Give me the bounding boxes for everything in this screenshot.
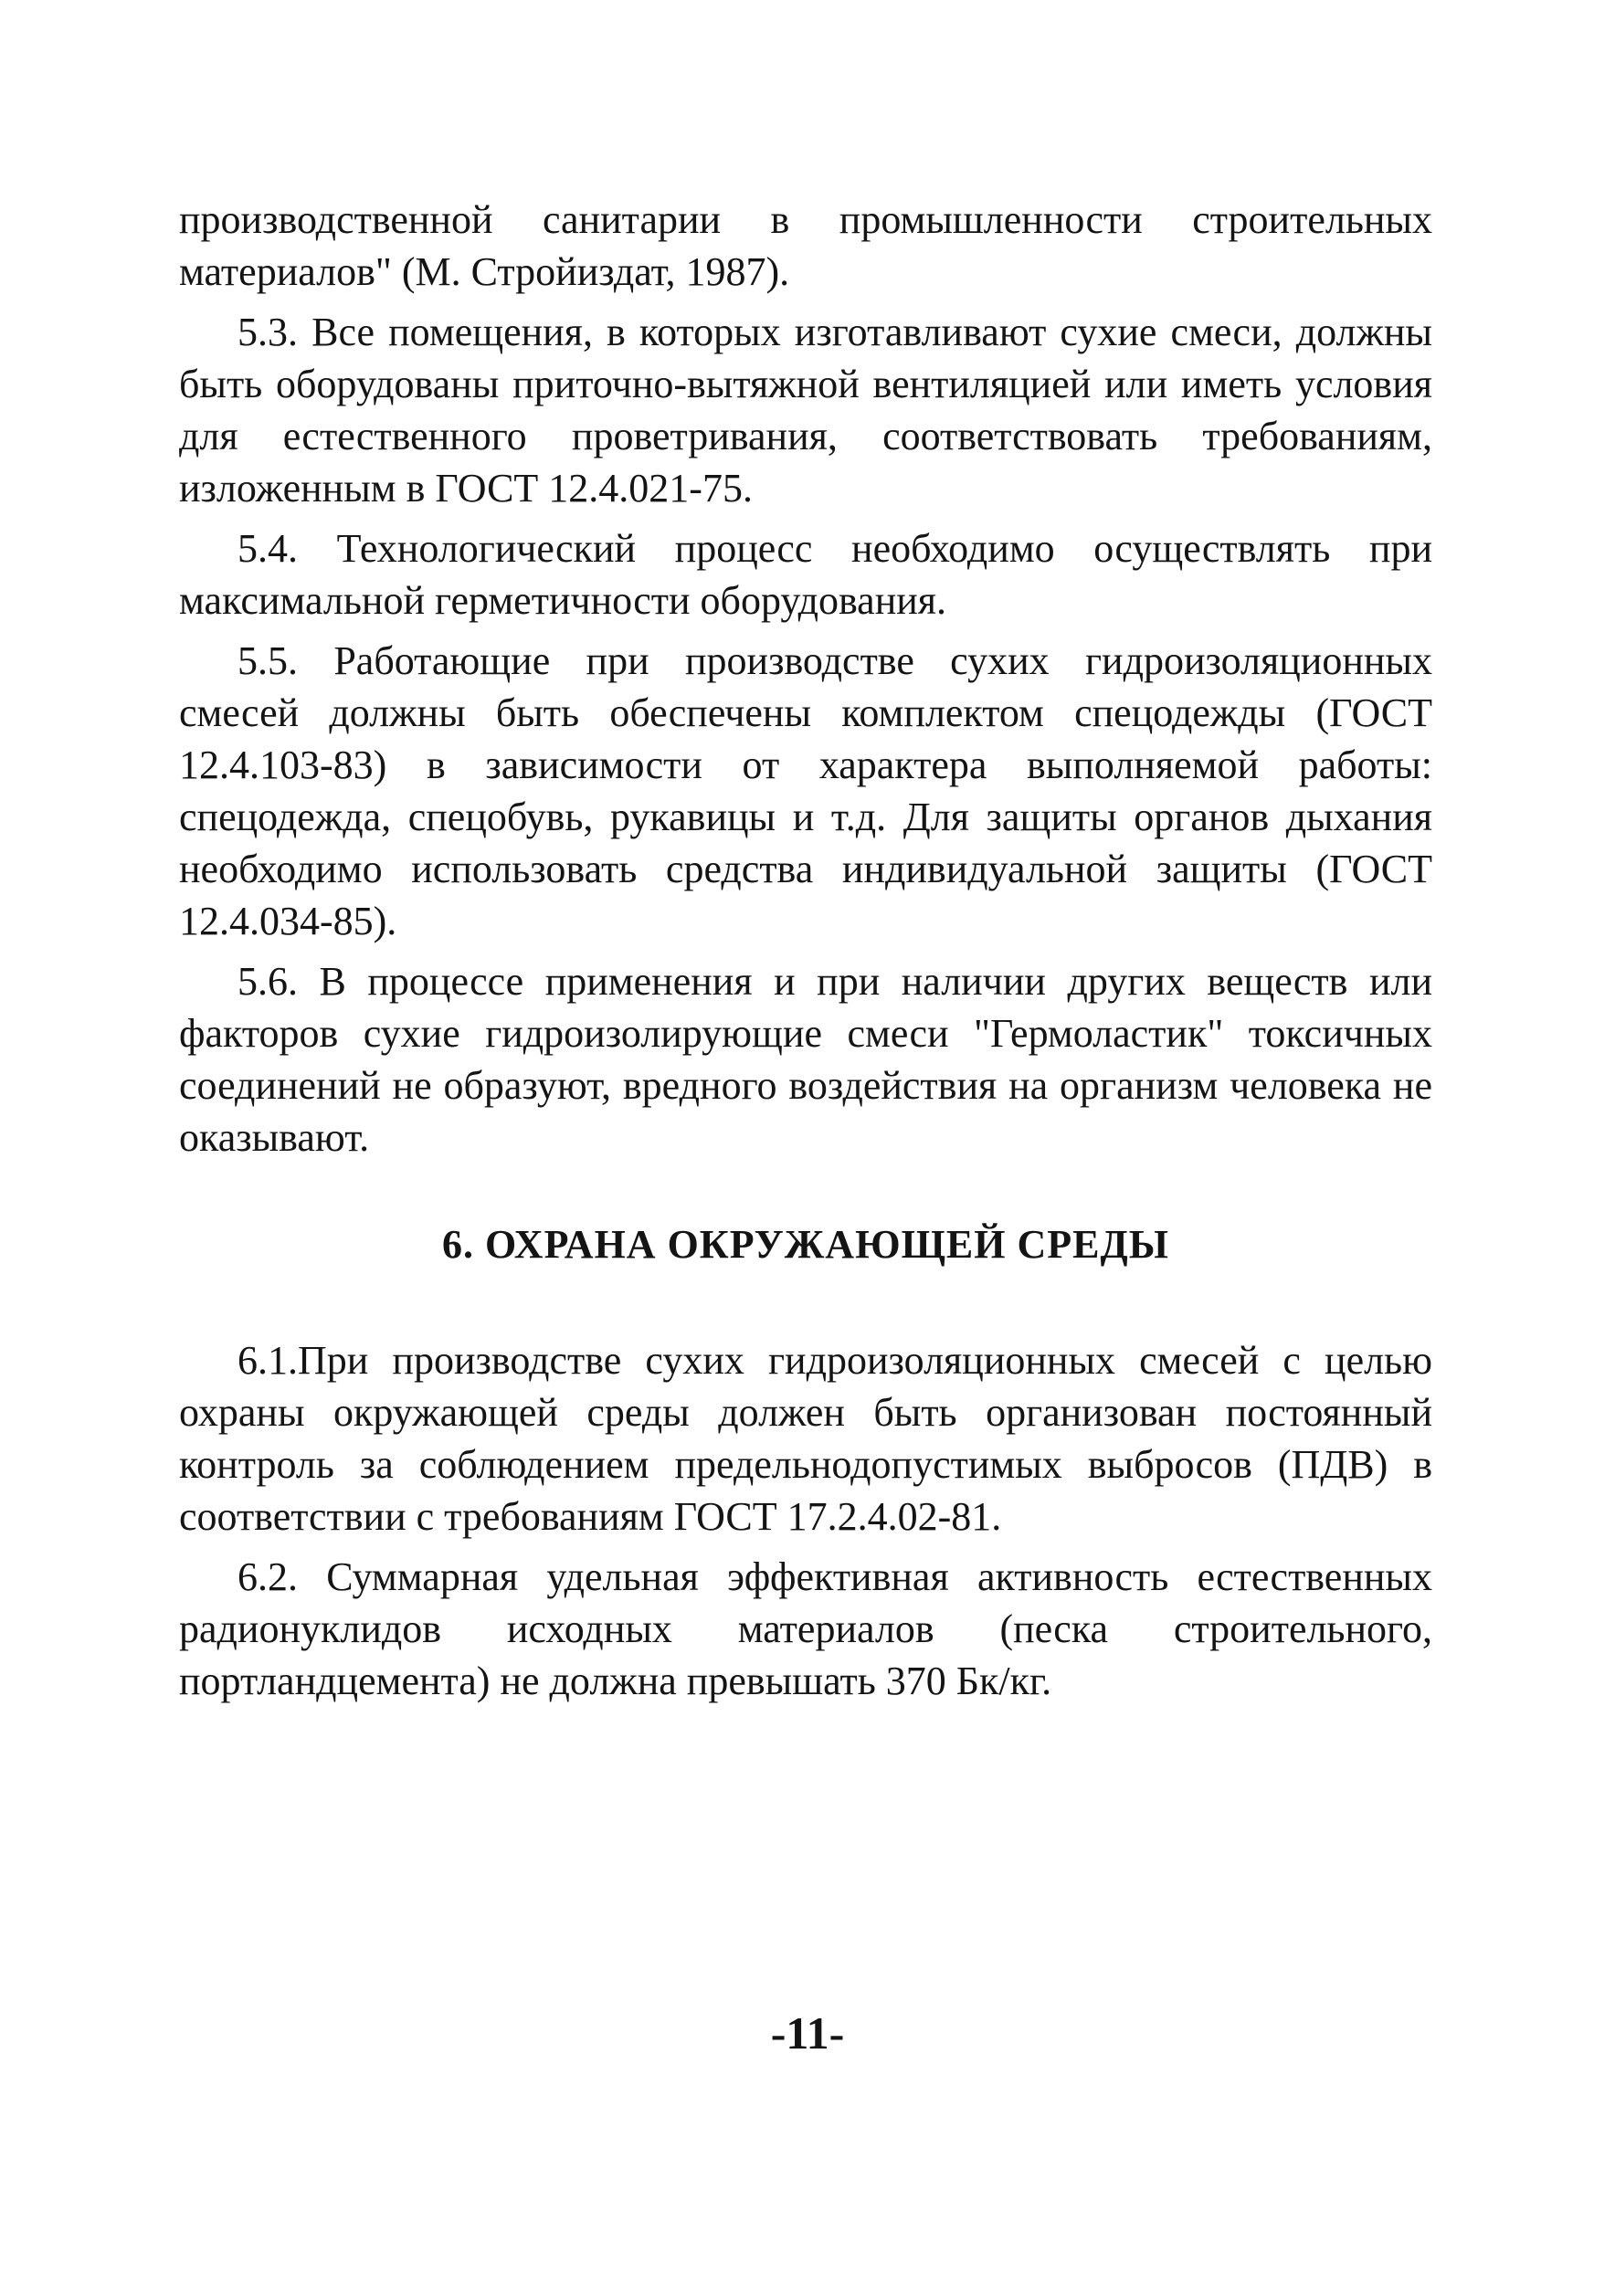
paragraph-6-1: 6.1.При производстве сухих гидроизоляционных смесей с целью охраны окружающей среды должен быть организован постоянный контроль за соблюдением предельнодопустимых выбросов (ПДВ) в соответствии с требованиям ГОСТ 17.2.4.02-81.: [179, 1338, 1432, 1539]
paragraph-continuation: производственной санитарии в промышленности строительных материалов" (М. Стройиздат, 1987).: [179, 197, 1432, 294]
paragraph-5-6: 5.6. В процессе применения и при наличии других веществ или факторов сухие гидроизолирующие смеси "Гермоластик" токсичных соединений не образуют, вредного воздействия на организм человека не оказывают.: [179, 959, 1432, 1160]
body-text: [179, 194, 1432, 1707]
paragraph-5-3: 5.3. Все помещения, в которых изготавливают сухие смеси, должны быть оборудованы приточно-вытяжной вентиляцией или иметь условия для естественного проветривания, соответствовать требованиям, изложенным в ГОСТ 12.4.021-75.: [179, 310, 1432, 511]
section-heading: 6. ОХРАНА ОКРУЖАЮЩЕЙ СРЕДЫ: [442, 1222, 1169, 1267]
paragraph-6-2: 6.2. Суммарная удельная эффективная активность естественных радионуклидов исходных материалов (песка строительного, портландцемента) не должна превышать 370 Бк/кг.: [179, 1554, 1432, 1703]
page-number: -11-: [770, 2007, 845, 2059]
paragraph-5-5: 5.5. Работающие при производстве сухих гидроизоляционных смесей должны быть обеспечены комплектом спецодежды (ГОСТ 12.4.103-83) в зависимости от характера выполняемой работы: спецодежда, спецобувь, рукавицы и т.д. Для защиты органов дыхания необходимо использовать средства индивидуальной защиты (ГОСТ 12.4.034-85).: [179, 638, 1432, 943]
paragraph-5-4: 5.4. Технологический процесс необходимо осуществлять при максимальной герметичности оборудования.: [179, 526, 1432, 623]
